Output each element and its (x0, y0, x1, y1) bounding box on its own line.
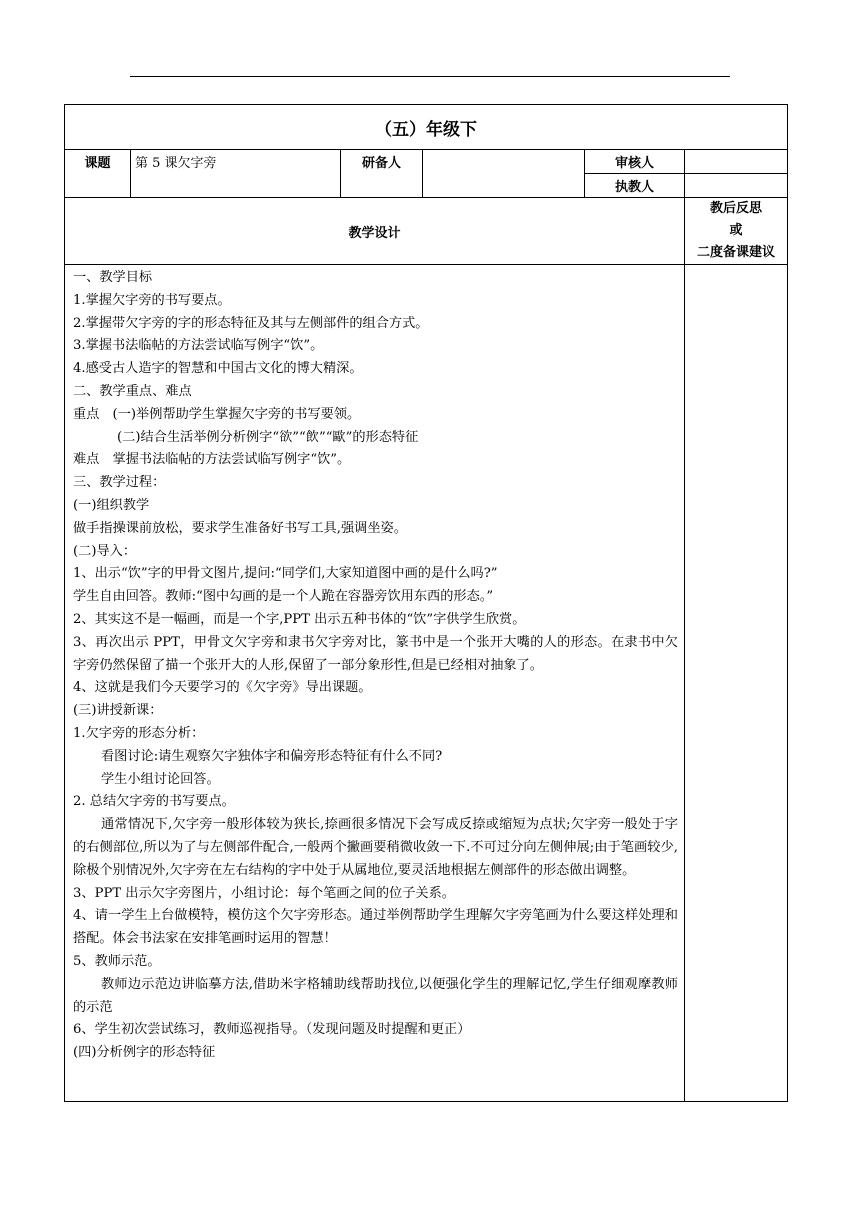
topic-label: 课题 (65, 150, 131, 198)
objective-2: 2.掌握带欠字旁的字的形态特征及其与左侧部件的组合方式。 (73, 315, 429, 331)
lesson-item-1-answer: 学生小组讨论回答。 (101, 771, 220, 787)
lesson-item-4: 4、请一学生上台做模特，模仿这个欠字旁形态。通过举例帮助学生理解欠字旁笔画为什么要这样处理和搭配。体会书法家在安排笔画时运用的智慧！ (73, 908, 678, 947)
section-objectives-heading: 一、教学目标 (73, 270, 153, 285)
intro-item-1: 1、出示“饮”字的甲骨文图片,提问:“同学们,大家知道图中画的是什么吗?” (73, 566, 498, 582)
objective-4: 4.感受古人造字的智慧和中国古文化的博大精深。 (73, 361, 363, 377)
lesson-item-5-text: 教师边示范边讲临摹方法,借助米字格辅助线帮助找位,以便强化学生的理解记忆,学生仔细观摩教师的示范 (73, 976, 678, 1015)
step-intro-heading: (二)导入： (73, 543, 137, 559)
step-analysis-heading: (四)分析例字的形态特征 (73, 1045, 216, 1061)
teacher-value (685, 174, 788, 198)
preparer-value (423, 150, 585, 198)
lesson-item-2: 2. 总结欠字旁的书写要点。 (73, 794, 235, 810)
lesson-item-2-text: 通常情况下,欠字旁一般形体较为狭长,捺画很多情况下会写成反捺或缩短为点状;欠字旁一般处于字的右侧部位,所以为了与左侧部件配合,一般两个撇画要稍微收敛一下.不可过分向左侧伸展;由于笔画较少,除极个别情况外,欠字旁在左右结构的字中处于从属地位,要灵活地根据左侧部件的形态做出调整。 (73, 817, 678, 878)
reviewer-value (685, 150, 788, 174)
preparer-label: 研备人 (341, 150, 423, 198)
reflection-header (685, 198, 788, 265)
step-organize-text: 做手指操课前放松，要求学生准备好书写工具,强调坐姿。 (73, 520, 407, 536)
reviewer-label: 审核人 (585, 150, 685, 174)
step-organize-heading: (一)组织教学 (73, 497, 150, 513)
lesson-item-1: 1.欠字旁的形态分析： (73, 725, 205, 741)
intro-item-1-answer: 学生自由回答。教师:“图中勾画的是一个人跪在容器旁饮用东西的形态。” (73, 589, 494, 605)
key-point-2: (二)结合生活举例分析例字“欲”“飲”“歐”的形态特征 (117, 429, 419, 445)
intro-item-3: 3、再次出示 PPT，甲骨文欠字旁和隶书欠字旁对比，篆书中是一个张开大嘴的人的形态。在隶书中欠字旁仍然保留了描一个张开大的人形,保留了一部分象形性,但是已经相对抽象了。 (73, 634, 678, 673)
difficulty: 难点 掌握书法临帖的方法尝试临写例字“饮”。 (73, 452, 351, 468)
key-point-1: 重点 (一)举例帮助学生掌握欠字旁的书写要领。 (73, 406, 361, 422)
lesson-item-3: 3、PPT 出示欠字旁图片，小组讨论：每个笔画之间的位子关系。 (73, 885, 455, 901)
reflection-header-line3: 二度备课建议 (697, 245, 776, 260)
reflection-header-line2: 或 (729, 223, 743, 238)
section-key-points-heading: 二、教学重点、难点 (73, 383, 192, 399)
objective-1: 1.掌握欠字旁的书写要点。 (73, 292, 231, 308)
lesson-item-1-discussion: 看图讨论:请生观察欠字独体字和偏旁形态特征有什么不同? (101, 748, 443, 764)
teacher-label: 执教人 (585, 174, 685, 198)
page-title: （五）年级下 (65, 105, 788, 150)
intro-item-4: 4、这就是我们今天要学习的《欠字旁》导出课题。 (73, 680, 372, 696)
topic-value: 第 5 课欠字旁 (131, 150, 341, 198)
reflection-cell[interactable] (685, 265, 788, 1102)
objective-3: 3.掌握书法临帖的方法尝试临写例字“饮”。 (73, 338, 324, 354)
lesson-plan-table (64, 104, 788, 1102)
design-header: 教学设计 (65, 198, 685, 265)
header-rule (130, 76, 730, 77)
lesson-item-6: 6、学生初次尝试练习，教师巡视指导。（发现问题及时提醒和更正） (73, 1022, 471, 1038)
section-process-heading: 三、教学过程： (73, 475, 166, 491)
reflection-header-line1: 教后反思 (710, 201, 763, 216)
step-new-lesson-heading: (三)讲授新课： (73, 703, 163, 719)
intro-item-2: 2、其实这不是一幅画，而是一个字,PPT 出示五种书体的“饮”字供学生欣赏。 (73, 611, 526, 627)
teaching-design-content (65, 265, 685, 1102)
lesson-item-5: 5、教师示范。 (73, 953, 161, 969)
